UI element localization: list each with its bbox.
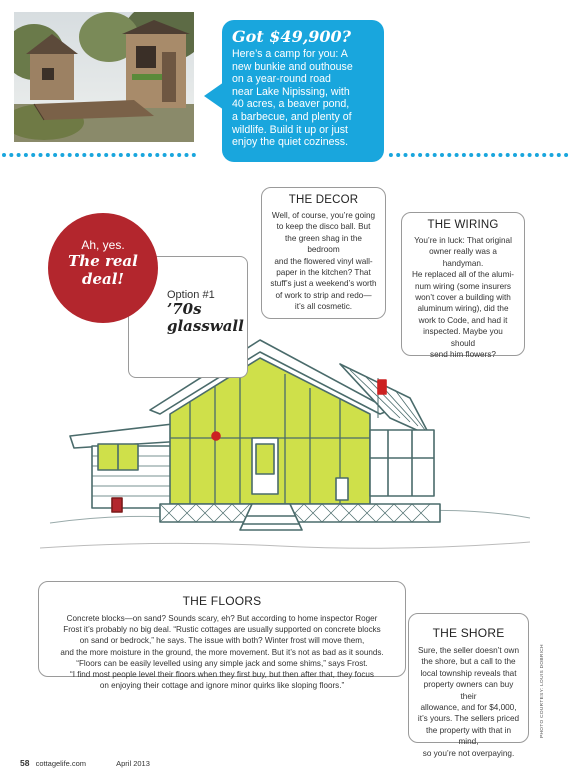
real-deal-badge xyxy=(48,213,158,323)
photo-credit: PHOTO COURTESY: LOUIS DOBRICH xyxy=(540,644,545,738)
badge-line1: Ah, yes. xyxy=(81,238,125,252)
shore-box xyxy=(408,613,529,758)
bubble-title: Got $49,900? xyxy=(232,27,352,46)
floors-title: THE FLOORS xyxy=(182,594,262,608)
decor-title: THE DECOR xyxy=(288,194,359,206)
floors-text: Concrete blocks—on sand? Sounds scary, eh? But according to home inspector Roger Frost it’s probably no big deal. “Rustic cottages are usually supported on concrete blocks on sand or bedrock,” he says. The issue with both? Winter frost will move them, and the more moisture in the ground, the more movement. But it’s not as bad as it sounds. “Floors can be easily levelled using any simple jack and some shims,” says Frost. “I find most people level their floors when they first buy, but then after that, they focus on enjoying their cottage and ignore minor quirks like sloping floors.” xyxy=(60,614,384,691)
shore-title: THE SHORE xyxy=(432,626,505,640)
wiring-text: You’re in luck: That original owner really was a handyman. He replaced all of the alumi- num wiring (some insurers won’t cover a building with aluminum wiring), did the work to Code, and had it inspected. Maybe you should send him flowers? xyxy=(412,236,514,360)
dotted-divider xyxy=(0,151,576,159)
floors-box xyxy=(38,581,406,691)
option-name-b: glasswall xyxy=(167,317,244,335)
price-bubble xyxy=(222,20,384,162)
wiring-title: THE WIRING xyxy=(427,219,499,231)
option-label: Option #1 xyxy=(167,289,215,301)
page-footer xyxy=(20,758,150,768)
shore-text: Sure, the seller doesn’t own the shore, but a call to the local township reveals that property owners can buy their allowance, and for $4,000, it’s yours. The sellers priced the property with that in mind, so you’re not overpaying. xyxy=(417,646,520,758)
bubble-text: Here’s a camp for you: A new bunkie and outhouse on a year-round road near Lake Nipissing, with 40 acres, a beaver pond, a barbecue, and plenty of wildlife. Build it up or just enjoy the quiet coziness. xyxy=(232,48,353,149)
decor-text: Well, of course, you’re going to keep the disco ball. But the green shag in the bedroom and the flowered vinyl wall- paper in the kitchen? That stuff’s just a weekend’s worth of work to strip and redo— it’s all cosmetic. xyxy=(270,211,377,312)
cabin-photo xyxy=(14,12,194,142)
footer-site: cottagelife.com xyxy=(35,759,87,768)
footer-date: April 2013 xyxy=(116,759,150,768)
wiring-box xyxy=(401,212,525,360)
badge-line2b: deal! xyxy=(81,270,125,288)
decor-box xyxy=(261,187,386,319)
badge-line2a: The real xyxy=(68,252,138,270)
option-name-a: ’70s xyxy=(167,300,202,318)
page-number: 58 xyxy=(20,758,30,768)
